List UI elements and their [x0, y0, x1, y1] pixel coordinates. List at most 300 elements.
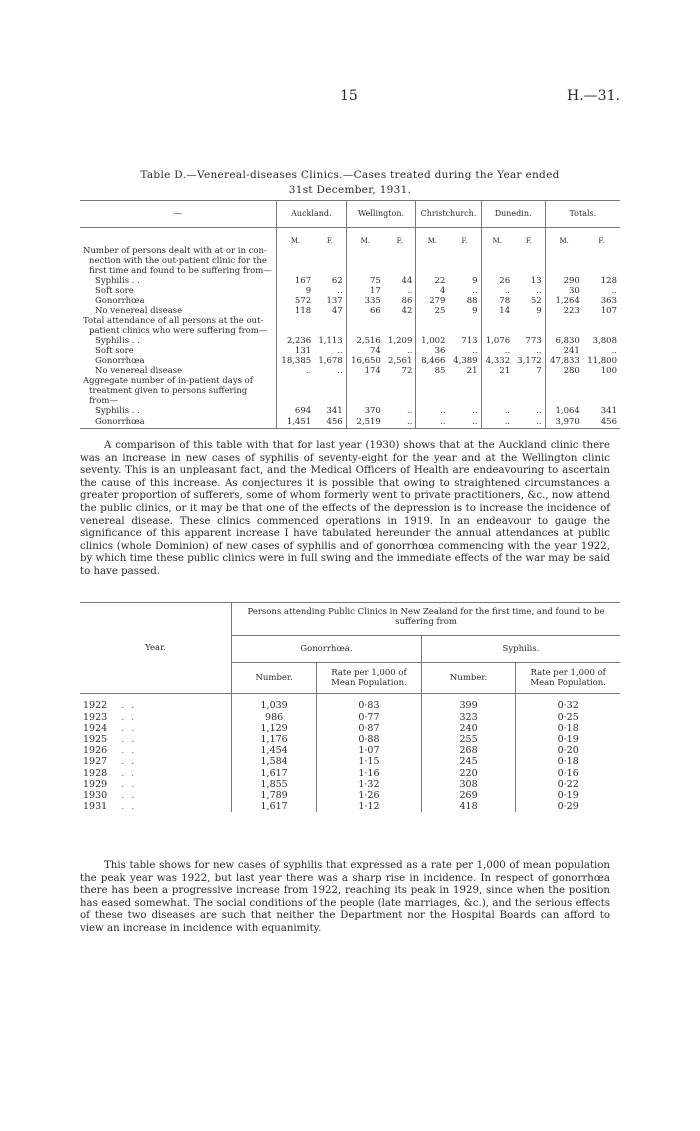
cell-value: ..: [472, 416, 478, 427]
cell-value: [448, 376, 481, 386]
female-column-label: F.: [598, 237, 605, 245]
cell-value: ..: [406, 406, 413, 416]
cell-value: [545, 246, 583, 256]
table-row: [80, 723, 620, 734]
cell-value: [384, 266, 416, 276]
cell-value: [448, 246, 481, 256]
male-column-label: M.: [481, 228, 513, 247]
cell-value: [583, 326, 620, 336]
cell-value: ..: [536, 406, 542, 416]
table-row: [80, 246, 620, 256]
conclusion-paragraph: This table shows for new cases of syphilis that expressed as a rate per 1,000 of mean population the peak year was 1922, but last year there was a sharp rise in incidence. In respect of gonorrhœa there has been a progressive increase from 1922, reaching its peak in 1929, since when the position has eased somewhat. The social conditions of the people (late marriages, &c.), and the serious effects of these two diseases are such that neither the Department nor the Hospital Boards can afford to view an increase in incidence with equanimity.: [80, 860, 610, 934]
cell-value: [513, 256, 545, 266]
row-label: first time and found to be suffering from—: [89, 266, 272, 276]
cell-value: [513, 246, 545, 256]
cell-value: 1,264: [545, 296, 583, 306]
year-column-cell: [80, 723, 232, 734]
cell-value: 2,236: [277, 336, 315, 346]
row-label: Syphilis . .: [95, 276, 140, 286]
cell-value: ..: [416, 406, 449, 416]
cell-value: 26: [481, 276, 513, 286]
cell-value: 694: [277, 406, 315, 416]
cell-value: [481, 246, 513, 256]
gon-rate-cell: 1·26: [317, 790, 422, 801]
cell-value: [277, 266, 315, 276]
cell-value: ..: [536, 416, 542, 427]
syph-number-cell: 255: [421, 734, 516, 745]
cell-value: 137: [326, 296, 343, 306]
cell-value: [384, 316, 416, 326]
table-row: [80, 366, 620, 376]
cell-value: 280: [545, 366, 583, 376]
cell-value: [481, 326, 513, 336]
cell-value: 86: [401, 296, 413, 306]
cell-value: 241: [545, 346, 583, 356]
year-cell: 1930: [83, 789, 108, 801]
gon-number-cell: 1,617: [232, 768, 317, 779]
row-label: Total attendance of all persons at the out-: [83, 316, 264, 326]
gon-rate-cell: 0·88: [317, 734, 422, 745]
cell-value: 118: [277, 306, 315, 316]
row-header-dash: —: [80, 201, 277, 228]
syph-number-cell: 220: [421, 768, 516, 779]
year-cell: 1922: [83, 700, 108, 712]
cell-value: 18,385: [277, 356, 315, 366]
syphilis-rate-header: Rate per 1,000 of Mean Population.: [516, 663, 620, 694]
year-column-cell: [80, 745, 232, 756]
gon-rate-cell: 1·07: [317, 745, 422, 756]
cell-value: [481, 396, 513, 406]
cell-value: 66: [346, 306, 384, 316]
table-row: [80, 406, 620, 416]
cell-value: 341: [600, 406, 617, 416]
cell-value: 17: [346, 286, 384, 296]
syph-number-cell: 399: [421, 694, 516, 712]
cell-value: [513, 266, 545, 276]
cell-value: ..: [337, 366, 343, 376]
cell-value: 572: [277, 296, 315, 306]
cell-value: 223: [545, 306, 583, 316]
cell-value: 456: [600, 416, 617, 427]
gon-rate-cell: 1·32: [317, 779, 422, 790]
cell-value: 52: [530, 296, 542, 306]
syph-rate-cell: 0·16: [516, 768, 620, 779]
public-clinic-attendance-table: [80, 602, 620, 812]
male-column-label: M.: [416, 228, 449, 247]
cell-value: ..: [472, 286, 478, 296]
syph-number-cell: 323: [421, 712, 516, 723]
syph-rate-cell: 0·22: [516, 779, 620, 790]
table-d-title-line1: Table D.—Venereal-diseases Clinics.—Cases treated during the Year ended: [140, 169, 560, 181]
attendance-caption: Persons attending Public Clinics in New Zealand for the first time, and found to be suffering from: [232, 603, 620, 636]
male-column-label: M.: [346, 228, 384, 247]
cell-value: 8,466: [416, 356, 449, 366]
row-label: Soft sore: [95, 286, 134, 296]
row-label: Syphilis . .: [95, 336, 140, 346]
cell-value: 30: [545, 286, 583, 296]
cell-value: ..: [337, 286, 343, 296]
attendance-table-body: [80, 694, 620, 813]
cell-value: 3,970: [545, 416, 583, 428]
table-row: [80, 376, 620, 386]
cell-value: 62: [331, 276, 343, 286]
cell-value: [277, 326, 315, 336]
cell-value: 3,808: [592, 336, 617, 346]
cell-value: 100: [600, 366, 617, 376]
cell-value: ..: [481, 346, 513, 356]
year-cell: 1924: [83, 722, 108, 734]
cell-value: 47,833: [545, 356, 583, 366]
cell-value: 14: [481, 306, 513, 316]
syph-rate-cell: 0·18: [516, 723, 620, 734]
cell-value: 9: [472, 276, 478, 286]
cell-value: [545, 316, 583, 326]
cell-value: 773: [525, 336, 542, 346]
cell-value: [416, 266, 449, 276]
year-column-cell: [80, 801, 232, 812]
table-row: [80, 779, 620, 790]
table-row: [80, 386, 620, 396]
cell-value: [384, 246, 416, 256]
table-d-title-line2: 31st December, 1931.: [288, 184, 412, 196]
cell-value: [384, 386, 416, 396]
gonorrhoea-header: Gonorrhœa.: [232, 636, 422, 663]
table-row: [80, 306, 620, 316]
cell-value: [448, 386, 481, 396]
gon-rate-cell: 1·12: [317, 801, 422, 812]
table-row: [80, 316, 620, 326]
table-row: [80, 326, 620, 336]
cell-value: 78: [481, 296, 513, 306]
city-header-auckland: Auckland.: [277, 201, 347, 228]
cell-value: 21: [481, 366, 513, 376]
cell-value: 85: [416, 366, 449, 376]
leader-dots: . .: [121, 778, 137, 790]
cell-value: 1,113: [318, 336, 343, 346]
year-cell: 1923: [83, 711, 108, 723]
table-row: [80, 256, 620, 266]
cell-value: 9: [277, 286, 315, 296]
row-label: nection with the out-patient clinic for the: [89, 256, 267, 266]
cell-value: ..: [472, 346, 478, 356]
cell-value: ..: [406, 416, 413, 427]
table-d-title: [80, 168, 620, 198]
year-cell: 1925: [83, 733, 108, 745]
syph-rate-cell: 0·32: [516, 694, 620, 712]
cell-value: [448, 396, 481, 406]
cell-value: [448, 256, 481, 266]
gon-number-cell: 986: [232, 712, 317, 723]
row-label: Aggregate number of in-patient days of: [83, 376, 253, 386]
cell-value: 335: [346, 296, 384, 306]
cell-value: 1,451: [277, 416, 315, 428]
cell-value: 363: [600, 296, 617, 306]
cell-value: [346, 376, 384, 386]
row-label: from—: [89, 396, 118, 406]
row-label: Syphilis . .: [95, 406, 140, 416]
table-row: [80, 396, 620, 406]
cell-value: 4,332: [481, 356, 513, 366]
gonorrhoea-rate-header: Rate per 1,000 of Mean Population.: [317, 663, 422, 694]
cell-value: 341: [326, 406, 343, 416]
cell-value: [481, 266, 513, 276]
cell-value: ..: [536, 286, 542, 296]
female-column-label: F.: [326, 237, 333, 245]
cell-value: 22: [416, 276, 449, 286]
table-row: [80, 286, 620, 296]
cell-value: 9: [472, 306, 478, 316]
year-cell: 1928: [83, 767, 108, 779]
mf-subheader-row: [80, 228, 620, 247]
cell-value: [277, 316, 315, 326]
female-column-label: F.: [396, 237, 403, 245]
cell-value: [481, 376, 513, 386]
cell-value: 75: [346, 276, 384, 286]
leader-dots: . .: [121, 745, 137, 757]
syph-number-cell: 418: [421, 801, 516, 812]
cell-value: [513, 326, 545, 336]
row-label: No venereal disease: [95, 366, 183, 376]
cell-value: [583, 376, 620, 386]
row-label: treatment given to persons suffering: [89, 386, 248, 396]
cell-value: [314, 386, 346, 396]
cell-value: [346, 396, 384, 406]
cell-value: [416, 396, 449, 406]
venereal-diseases-table-body: [80, 228, 620, 429]
city-header-christchurch: Christchurch.: [416, 201, 481, 228]
cell-value: [384, 376, 416, 386]
cell-value: 279: [416, 296, 449, 306]
cell-value: 9: [536, 306, 542, 316]
gon-number-cell: 1,789: [232, 790, 317, 801]
cell-value: [583, 266, 620, 276]
table-row: [80, 768, 620, 779]
cell-value: 1,002: [416, 336, 449, 346]
gon-number-cell: 1,855: [232, 779, 317, 790]
cell-value: ..: [277, 366, 315, 376]
cell-value: [416, 316, 449, 326]
cell-value: 107: [600, 306, 617, 316]
gonorrhoea-number-header: Number.: [232, 663, 317, 694]
cell-value: [481, 316, 513, 326]
syph-number-cell: 240: [421, 723, 516, 734]
cell-value: 72: [401, 366, 413, 376]
cell-value: [545, 386, 583, 396]
cell-value: [583, 316, 620, 326]
table-row: [80, 356, 620, 366]
cell-value: 4: [416, 286, 449, 296]
cell-value: [583, 256, 620, 266]
cell-value: 2,561: [388, 356, 413, 366]
cell-value: 13: [530, 276, 542, 286]
syph-number-cell: 269: [421, 790, 516, 801]
cell-value: ..: [406, 346, 413, 356]
syphilis-header: Syphilis.: [421, 636, 620, 663]
gon-number-cell: 1,584: [232, 756, 317, 767]
table-row: [80, 712, 620, 723]
cell-value: ..: [536, 346, 542, 356]
cell-value: ..: [611, 346, 617, 356]
gon-number-cell: 1,129: [232, 723, 317, 734]
year-column-cell: [80, 694, 232, 712]
table-row: [80, 694, 620, 712]
male-column-label: M.: [545, 228, 583, 247]
table-row: [80, 416, 620, 428]
cell-value: 21: [466, 366, 478, 376]
comparison-paragraph: A comparison of this table with that for last year (1930) shows that at the Auckland clinic there was an increase in new cases of syphilis of seventy-eight for the year and at the Wellington clinic seventy. This is an unpleasant fact, and the Medical Officers of Health are endeavouring to ascertain the cause of this increase. As conjectures it is possible that owing to straightened circumstances a greater proportion of sufferers, some of whom formerly went to private practitioners, &c., now attend the public clinics, or it may be that one of the effects of the depression is to increase the incidence of venereal disease. These clinics commenced operations in 1919. In an endeavour to gauge the significance of this apparent increase I have tabulated hereunder the annual attendances at public clinics (whole Dominion) of new cases of syphilis and of gonorrhœa commencing with the year 1922, by which time these public clinics were in full swing and the immediate effects of the war may be said to have passed.: [80, 440, 610, 577]
syph-rate-cell: 0·18: [516, 756, 620, 767]
table-row: [80, 790, 620, 801]
gon-rate-cell: 0·77: [317, 712, 422, 723]
year-column-cell: [80, 768, 232, 779]
leader-dots: . .: [121, 733, 137, 745]
male-column-label: M.: [277, 228, 315, 247]
cell-value: 1,678: [318, 356, 343, 366]
cell-value: 11,800: [587, 356, 617, 366]
syph-number-cell: 268: [421, 745, 516, 756]
syph-rate-cell: 0·25: [516, 712, 620, 723]
leader-dots: . .: [121, 711, 137, 723]
cell-value: 4,389: [453, 356, 478, 366]
year-cell: 1926: [83, 745, 108, 757]
cell-value: [448, 316, 481, 326]
cell-value: 167: [277, 276, 315, 286]
row-label: Soft sore: [95, 346, 134, 356]
syph-rate-cell: 0·29: [516, 801, 620, 812]
cell-value: 74: [346, 346, 384, 356]
cell-value: 1,064: [545, 406, 583, 416]
year-cell: 1929: [83, 778, 108, 790]
cell-value: 6,830: [545, 336, 583, 346]
cell-value: [416, 246, 449, 256]
cell-value: [384, 396, 416, 406]
year-column-cell: [80, 712, 232, 723]
cell-value: 713: [461, 336, 478, 346]
row-label: Gonorrhœa: [95, 356, 145, 366]
cell-value: [314, 246, 346, 256]
cell-value: [314, 256, 346, 266]
table-row: [80, 296, 620, 306]
syph-number-cell: 245: [421, 756, 516, 767]
gon-number-cell: 1,454: [232, 745, 317, 756]
cell-value: [513, 396, 545, 406]
cell-value: [545, 396, 583, 406]
cell-value: [277, 256, 315, 266]
cell-value: 2,516: [346, 336, 384, 346]
syph-rate-cell: 0·19: [516, 734, 620, 745]
cell-value: 456: [326, 416, 343, 427]
cell-value: ..: [406, 286, 413, 296]
gon-rate-cell: 1·16: [317, 768, 422, 779]
cell-value: ..: [481, 286, 513, 296]
leader-dots: . .: [121, 756, 137, 768]
row-label: Gonorrhœa: [95, 416, 145, 427]
leader-dots: . .: [121, 801, 137, 813]
cell-value: [448, 266, 481, 276]
cell-value: 25: [416, 306, 449, 316]
leader-dots: . .: [121, 789, 137, 801]
cell-value: [314, 266, 346, 276]
gon-rate-cell: 0·87: [317, 723, 422, 734]
cell-value: [583, 246, 620, 256]
table-row: [80, 745, 620, 756]
gon-rate-cell: 0·83: [317, 694, 422, 712]
cell-value: [314, 326, 346, 336]
cell-value: [545, 376, 583, 386]
table-row: [80, 734, 620, 745]
cell-value: [346, 386, 384, 396]
cell-value: [513, 386, 545, 396]
cell-value: [416, 256, 449, 266]
year-header: Year.: [80, 603, 232, 694]
gon-rate-cell: 1·15: [317, 756, 422, 767]
cell-value: [583, 386, 620, 396]
cell-value: 44: [401, 276, 413, 286]
cell-value: [346, 326, 384, 336]
year-column-cell: [80, 779, 232, 790]
female-column-label: F.: [525, 237, 532, 245]
cell-value: 131: [277, 346, 315, 356]
year-column-cell: [80, 790, 232, 801]
cell-value: ..: [481, 416, 513, 428]
cell-value: [384, 256, 416, 266]
venereal-diseases-table: [80, 200, 620, 429]
year-column-cell: [80, 734, 232, 745]
year-cell: 1927: [83, 756, 108, 768]
cell-value: [346, 266, 384, 276]
leader-dots: . .: [121, 767, 137, 779]
gon-number-cell: 1,617: [232, 801, 317, 812]
cell-value: [346, 246, 384, 256]
cell-value: [277, 246, 315, 256]
cell-value: [448, 326, 481, 336]
table-row: [80, 276, 620, 286]
cell-value: [277, 396, 315, 406]
row-label: Number of persons dealt with at or in con-: [83, 246, 267, 256]
female-column-label: F.: [461, 237, 468, 245]
cell-value: [346, 256, 384, 266]
cell-value: [314, 396, 346, 406]
cell-value: [416, 376, 449, 386]
cell-value: [384, 326, 416, 336]
mf-blank-cell: [80, 228, 277, 247]
cell-value: 2,519: [346, 416, 384, 428]
table-row: [80, 801, 620, 812]
row-label: patient clinics who were suffering from—: [89, 326, 268, 336]
cell-value: ..: [337, 346, 343, 356]
cell-value: 1,076: [481, 336, 513, 346]
cell-value: [583, 396, 620, 406]
city-header-totals: Totals.: [545, 201, 620, 228]
table-row: [80, 266, 620, 276]
gon-number-cell: 1,039: [232, 694, 317, 712]
year-cell: 1931: [83, 801, 108, 813]
cell-value: 370: [346, 406, 384, 416]
cell-value: [346, 316, 384, 326]
cell-value: 7: [536, 366, 542, 376]
cell-value: [545, 326, 583, 336]
cell-value: [481, 256, 513, 266]
cell-value: [314, 376, 346, 386]
city-header-wellington: Wellington.: [346, 201, 416, 228]
cell-value: 16,650: [346, 356, 384, 366]
cell-value: [545, 256, 583, 266]
cell-value: [416, 386, 449, 396]
cell-value: 3,172: [517, 356, 542, 366]
cell-value: [416, 326, 449, 336]
syphilis-number-header: Number.: [421, 663, 516, 694]
cell-value: [513, 376, 545, 386]
